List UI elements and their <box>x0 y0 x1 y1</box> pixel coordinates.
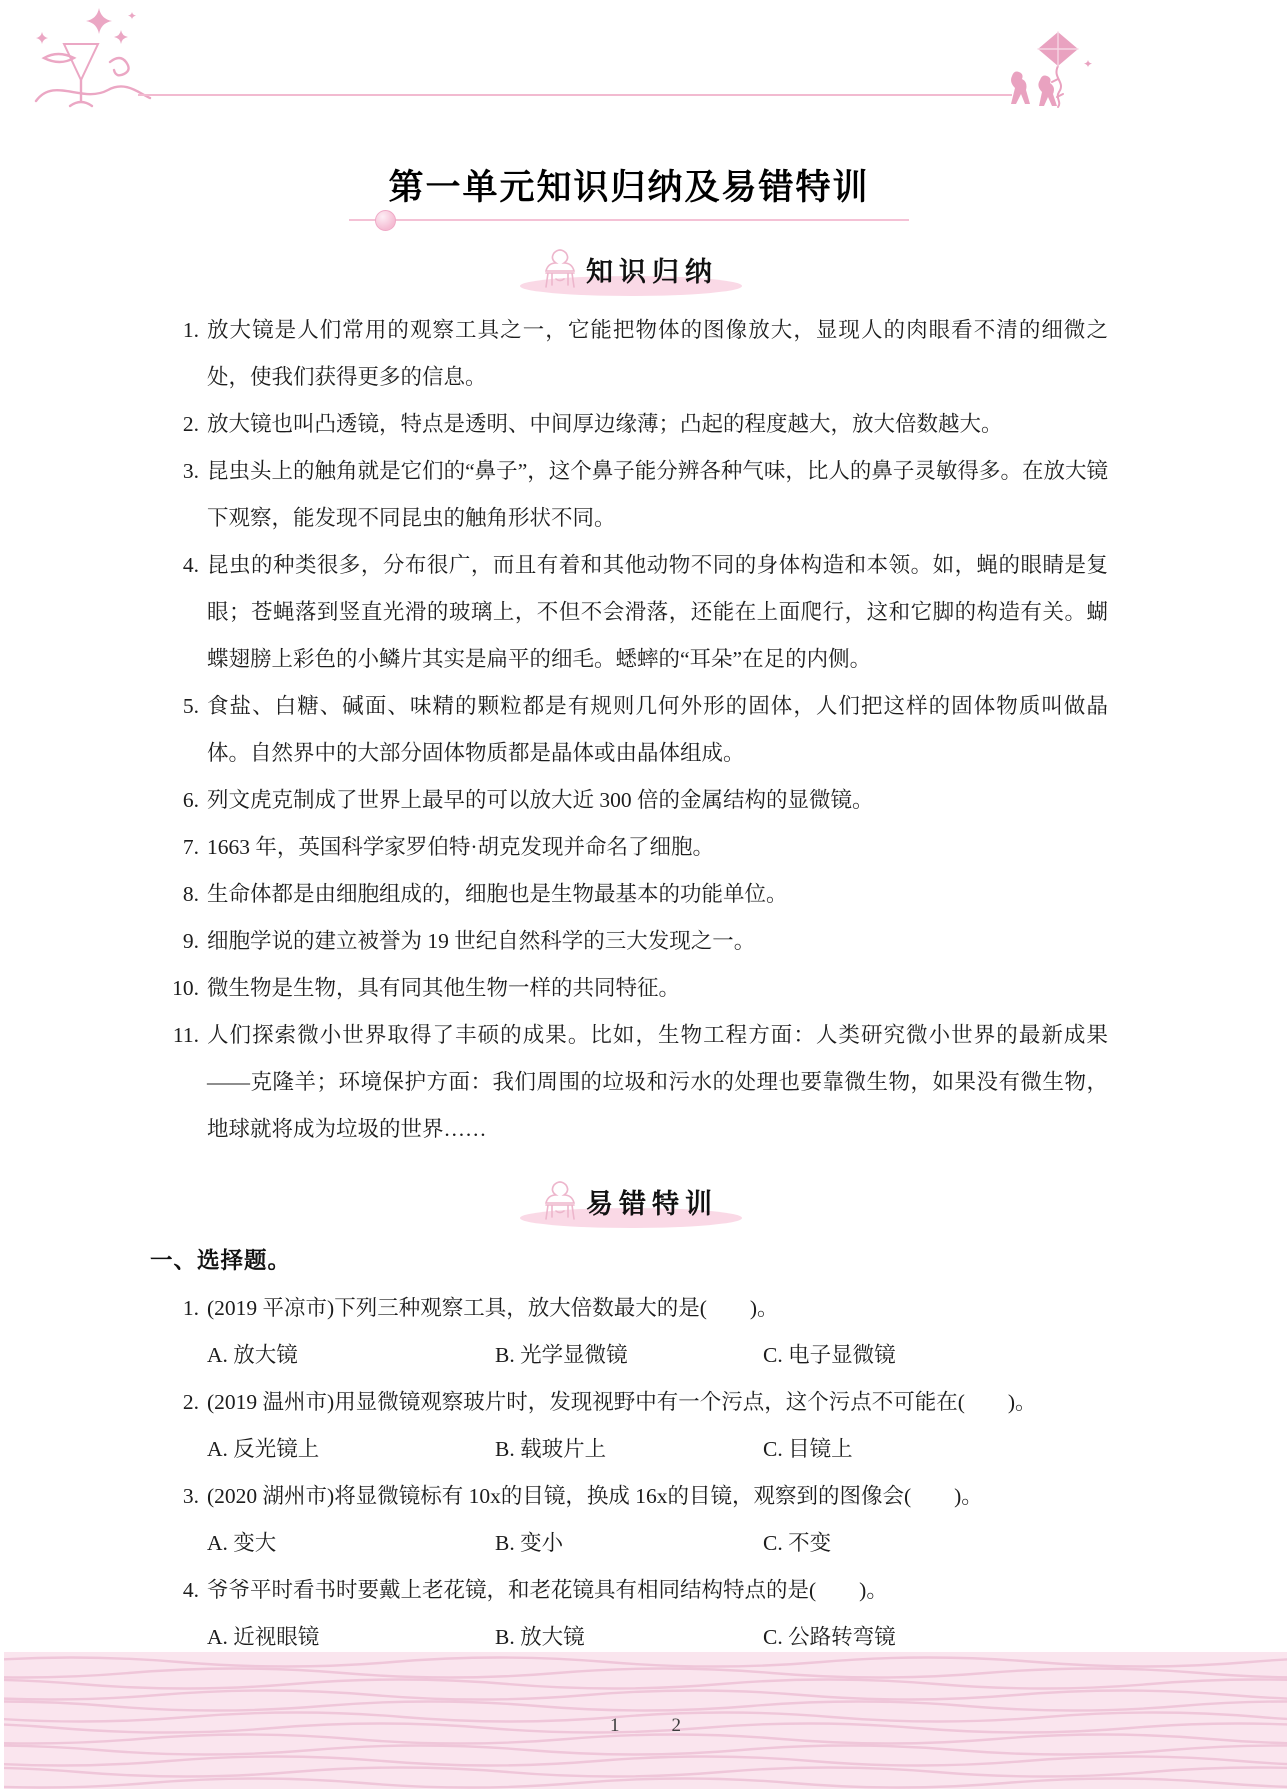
multiple-choice-subheading: 一、选择题。 <box>150 1248 292 1273</box>
item-number: 6. <box>182 788 199 812</box>
option-c: C. 不变 <box>763 1531 832 1555</box>
knowledge-item <box>150 918 1108 965</box>
item-text: 列文虎克制成了世界上最早的可以放大近 300 倍的金属结构的显微镜。 <box>207 788 874 812</box>
title-underline <box>349 219 909 221</box>
question-number: 2. <box>182 1390 199 1414</box>
page-number-right: 2 <box>671 1715 681 1736</box>
option-a: A. 变大 <box>207 1531 277 1555</box>
item-number: 4. <box>182 553 199 577</box>
option-b: B. 载玻片上 <box>495 1437 607 1461</box>
option-row <box>150 1426 1108 1473</box>
knowledge-item <box>150 965 1108 1012</box>
item-number: 2. <box>182 412 199 436</box>
option-row <box>150 1332 1108 1379</box>
question-number: 1. <box>182 1296 199 1320</box>
item-text: 放大镜是人们常用的观察工具之一，它能把物体的图像放大，显现人的肉眼看不清的细微之处，使我们获得更多的信息。 <box>207 318 1108 389</box>
option-b: B. 放大镜 <box>495 1625 585 1649</box>
option-c: C. 电子显微镜 <box>763 1343 896 1367</box>
knowledge-item <box>150 448 1108 542</box>
question-text: (2020 湖州市)将显微镜标有 10x的目镜，换成 16x的目镜，观察到的图像会( )。 <box>207 1484 983 1508</box>
question <box>150 1473 1108 1520</box>
item-text: 生命体都是由细胞组成的，细胞也是生物最基本的功能单位。 <box>207 882 788 906</box>
item-number: 1. <box>182 318 199 342</box>
section-knowledge-heading <box>150 247 1108 291</box>
sketch-desk-icon <box>540 1179 580 1223</box>
knowledge-item <box>150 777 1108 824</box>
item-number: 11. <box>172 1023 199 1047</box>
kite-children-ornament-icon <box>1002 30 1097 110</box>
question-text: 爷爷平时看书时要戴上老花镜，和老花镜具有相同结构特点的是( )。 <box>207 1578 888 1602</box>
footer-wave-band <box>4 1652 1287 1789</box>
item-text: 昆虫的种类很多，分布很广，而且有着和其他动物不同的身体构造和本领。如，蝇的眼睛是复眼；苍蝇落到竖直光滑的玻璃上，不但不会滑落，还能在上面爬行，这和它脚的构造有关。蝴蝶翅膀上彩色的小鳞片其实是扁平的细毛。蟋蟀的“耳朵”在足的内侧。 <box>207 553 1108 671</box>
question <box>150 1567 1108 1614</box>
item-text: 1663 年，英国科学家罗伯特·胡克发现并命名了细胞。 <box>207 835 715 859</box>
item-number: 5. <box>182 694 199 718</box>
page-title: 第一单元知识归纳及易错特训 <box>388 168 870 207</box>
knowledge-item <box>150 824 1108 871</box>
question-text: (2019 平凉市)下列三种观察工具，放大倍数最大的是( )。 <box>207 1296 779 1320</box>
knowledge-item <box>150 871 1108 918</box>
option-a: A. 放大镜 <box>207 1343 298 1367</box>
item-number: 9. <box>182 929 199 953</box>
knowledge-item <box>150 401 1108 448</box>
knowledge-item <box>150 1012 1108 1153</box>
page-content <box>150 160 1108 1661</box>
item-text: 昆虫头上的触角就是它们的“鼻子”，这个鼻子能分辨各种气味，比人的鼻子灵敏得多。在放大镜下观察，能发现不同昆虫的触角形状不同。 <box>207 459 1108 530</box>
question-text: (2019 温州市)用显微镜观察玻片时，发现视野中有一个污点，这个污点不可能在( )。 <box>207 1390 1037 1414</box>
question <box>150 1285 1108 1332</box>
question-number: 4. <box>182 1578 199 1602</box>
item-number: 10. <box>172 976 199 1000</box>
item-text: 细胞学说的建立被誉为 19 世纪自然科学的三大发现之一。 <box>207 929 756 953</box>
option-c: C. 公路转弯镜 <box>763 1625 896 1649</box>
option-c: C. 目镜上 <box>763 1437 853 1461</box>
section-heading-label: 知识归纳 <box>586 256 718 287</box>
option-a: A. 近视眼镜 <box>207 1625 320 1649</box>
header-divider-line <box>138 94 1012 96</box>
question <box>150 1379 1108 1426</box>
section-heading-label: 易错特训 <box>586 1188 718 1219</box>
page-numbers <box>4 1715 1287 1737</box>
item-text: 微生物是生物，具有同其他生物一样的共同特征。 <box>207 976 681 1000</box>
page-number-left: 1 <box>610 1715 620 1736</box>
item-text: 人们探索微小世界取得了丰硕的成果。比如，生物工程方面：人类研究微小世界的最新成果——克隆羊；环境保护方面：我们周围的垃圾和污水的处理也要靠微生物，如果没有微生物，地球就将成为垃圾的世界…… <box>207 1023 1108 1141</box>
option-b: B. 变小 <box>495 1531 564 1555</box>
knowledge-item <box>150 307 1108 401</box>
option-row <box>150 1520 1108 1567</box>
knowledge-item <box>150 542 1108 683</box>
question-list <box>150 1285 1108 1661</box>
title-dot-ornament-icon <box>375 210 396 231</box>
item-text: 食盐、白糖、碱面、味精的颗粒都是有规则几何外形的固体，人们把这样的固体物质叫做晶体。自然界中的大部分固体物质都是晶体或由晶体组成。 <box>207 694 1108 765</box>
knowledge-item <box>150 683 1108 777</box>
wand-stars-ornament-icon <box>24 6 154 121</box>
item-number: 7. <box>182 835 199 859</box>
question-number: 3. <box>182 1484 199 1508</box>
option-b: B. 光学显微镜 <box>495 1343 628 1367</box>
sketch-desk-icon <box>540 247 580 291</box>
section-training-heading <box>150 1179 1108 1223</box>
item-number: 3. <box>182 459 199 483</box>
knowledge-list <box>150 307 1108 1153</box>
option-a: A. 反光镜上 <box>207 1437 320 1461</box>
item-text: 放大镜也叫凸透镜，特点是透明、中间厚边缘薄；凸起的程度越大，放大倍数越大。 <box>207 412 1003 436</box>
item-number: 8. <box>182 882 199 906</box>
